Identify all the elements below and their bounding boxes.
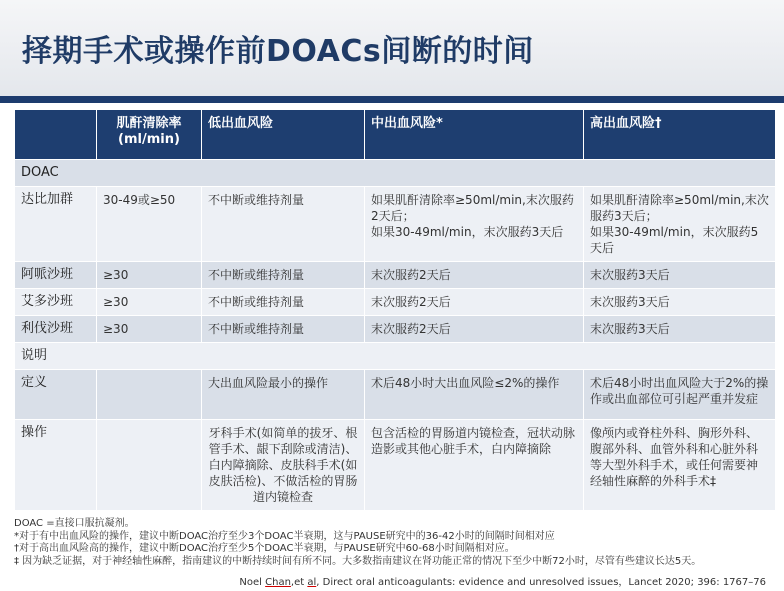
mid-risk-value: 末次服药2天后 — [365, 289, 584, 316]
citation-author-surname: Chan — [265, 577, 291, 588]
section-row-notes — [15, 343, 776, 370]
citation — [239, 573, 766, 588]
section-label-doac: DOAC — [15, 160, 776, 187]
low-risk-value: 不中断或维持剂量 — [202, 316, 365, 343]
procedure-label: 操作 — [15, 420, 97, 511]
header-crcl: 肌酐清除率 (ml/min) — [97, 110, 202, 160]
table-row — [15, 187, 776, 262]
citation-author-first: Noel — [239, 577, 266, 588]
drug-name: 阿哌沙班 — [15, 262, 97, 289]
section-label-notes: 说明 — [15, 343, 776, 370]
crcl-value: ≥30 — [97, 289, 202, 316]
crcl-value: 30-49或≥50 — [97, 187, 202, 262]
procedure-low: 牙科手术(如简单的拔牙、根管手术、龈下刮除或清洁)、白内障摘除、皮肤科手术(如皮肤活检)、不做活检的胃肠道内镜检查 — [202, 420, 365, 511]
mid-risk-value: 如果肌酐清除率≥50ml/min,末次服药2天后； 如果30-49ml/min，末次服药3天后 — [365, 187, 584, 262]
doac-interruption-table — [14, 109, 776, 511]
definition-crcl-empty — [97, 370, 202, 420]
mid-risk-value: 末次服药2天后 — [365, 316, 584, 343]
procedure-high: 像颅内或脊柱外科、胸形外科、腹部外科、血管外科和心脏外科等大型外科手术，或任何需要神经轴性麻醉的外科手术‡ — [584, 420, 776, 511]
procedure-row — [15, 420, 776, 511]
definition-low: 大出血风险最小的操作 — [202, 370, 365, 420]
section-row-doac — [15, 160, 776, 187]
drug-name: 艾多沙班 — [15, 289, 97, 316]
footnote-doac: DOAC =直接口服抗凝剂。 — [14, 518, 135, 529]
drug-name: 达比加群 — [15, 187, 97, 262]
citation-al: al — [307, 577, 317, 588]
table-row — [15, 316, 776, 343]
table-row — [15, 262, 776, 289]
high-risk-value: 末次服药3天后 — [584, 316, 776, 343]
title-divider-bar — [0, 96, 784, 103]
crcl-value: ≥30 — [97, 316, 202, 343]
high-risk-value: 如果肌酐清除率≥50ml/min,末次服药3天后； 如果30-49ml/min，末次服药5天后 — [584, 187, 776, 262]
footnote-neuraxial: ‡ 因为缺乏证据，对于神经轴性麻醉，指南建议的中断持续时间有所不同。大多数指南建议在肾功能正常的情况下至少中断72小时，尽管有些建议长达5天。 — [14, 555, 702, 567]
drug-name: 利伐沙班 — [15, 316, 97, 343]
high-risk-value: 末次服药3天后 — [584, 289, 776, 316]
citation-et: ,et — [290, 577, 308, 588]
citation-rest: , Direct oral anticoagulants: evidence and unresolved issues，Lancet 2020; 396: 1767–76 — [316, 577, 766, 588]
header-cell-empty — [15, 110, 97, 160]
high-risk-value: 末次服药3天后 — [584, 262, 776, 289]
low-risk-value: 不中断或维持剂量 — [202, 187, 365, 262]
footnote-mid-risk: *对于有中出血风险的操作，建议中断DOAC治疗至少3个DOAC半衰期，这与PAUSE研究中的36-42小时的间隔时间相对应 — [14, 530, 555, 542]
low-risk-value: 不中断或维持剂量 — [202, 289, 365, 316]
procedure-crcl-empty — [97, 420, 202, 511]
mid-risk-value: 末次服药2天后 — [365, 262, 584, 289]
procedure-mid: 包含活检的胃肠道内镜检查，冠状动脉造影或其他心脏手术，白内障摘除 — [365, 420, 584, 511]
low-risk-value: 不中断或维持剂量 — [202, 262, 365, 289]
page-title: 择期手术或操作前DOACs间断的时间 — [22, 34, 534, 69]
header-high-risk: 高出血风险† — [584, 110, 776, 160]
definition-mid: 术后48小时大出血风险≤2%的操作 — [365, 370, 584, 420]
definition-label: 定义 — [15, 370, 97, 420]
header-low-risk: 低出血风险 — [202, 110, 365, 160]
footnote-high-risk: †对于高出血风险高的操作，建议中断DOAC治疗至少5个DOAC半衰期，与PAUSE研究中60-68小时间隔相对应。 — [14, 543, 515, 554]
header-mid-risk: 中出血风险* — [365, 110, 584, 160]
footnotes — [14, 518, 780, 568]
title-header — [0, 0, 784, 96]
table-header-row — [15, 110, 776, 160]
table-row — [15, 289, 776, 316]
crcl-value: ≥30 — [97, 262, 202, 289]
definition-high: 术后48小时出血风险大于2%的操作或出血部位可引起严重并发症 — [584, 370, 776, 420]
definition-row — [15, 370, 776, 420]
